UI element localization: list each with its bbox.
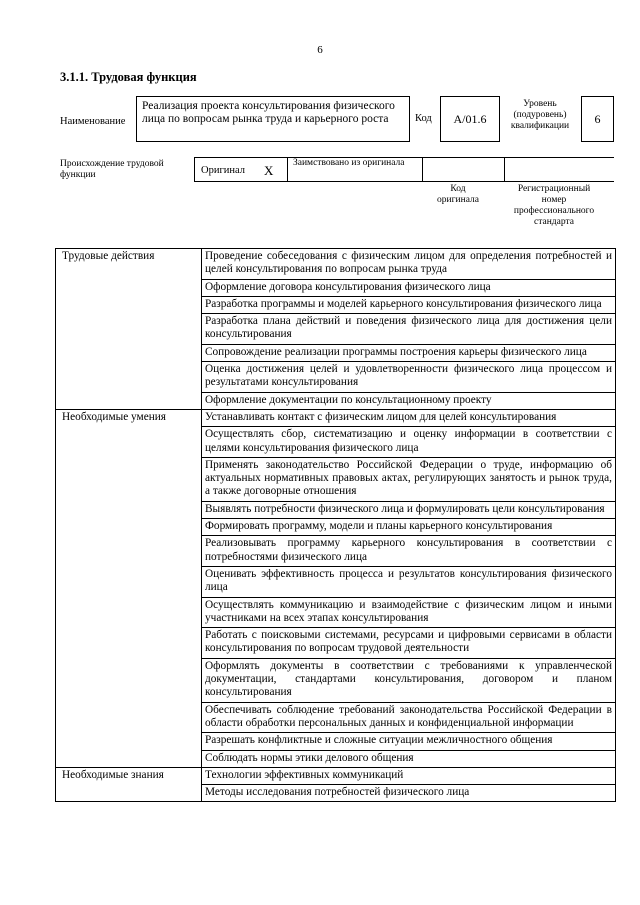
- origin-divider-2: [422, 157, 423, 182]
- page-number: 6: [317, 44, 323, 56]
- list-item: Оформлять документы в соответствии с требованиями к управленческой документации, стандартами консультирования, договором и планом консультирования: [202, 658, 616, 702]
- list-item: Обеспечивать соблюдение требований законодательства Российской Федерации в области обработки персональных данных и конфиденциальной информации: [202, 702, 616, 733]
- list-item: Проведение собеседования с физическим лицом для определения потребностей и целей консультирования по вопросам рынка труда: [202, 249, 616, 280]
- name-value: Реализация проекта консультирования физического лица по вопросам рынка труда и карьерного роста: [142, 100, 395, 125]
- origin-divider-1: [287, 157, 288, 182]
- list-item: Работать с поисковыми системами, ресурсами и цифровыми сервисами в области консультирования по вопросам трудовой деятельности: [202, 628, 616, 659]
- list-item: Оформление договора консультирования физического лица: [202, 279, 616, 296]
- list-item: Соблюдать нормы этики делового общения: [202, 750, 616, 767]
- list-item: Разработка программы и моделей карьерного консультирования физического лица: [202, 296, 616, 313]
- original-mark: Х: [264, 163, 274, 178]
- list-item: Применять законодательство Российской Федерации о труде, информацию об актуальных нормативных правовых актах, регулирующих занятость и рынок труда, а также договорные отношения: [202, 457, 616, 501]
- group-label-skills: Необходимые умения: [56, 409, 202, 767]
- section-title: 3.1.1. Трудовая функция: [60, 70, 197, 84]
- list-item: Разрешать конфликтные и сложные ситуации межличностного общения: [202, 733, 616, 750]
- origin-label: Происхождение трудовой функции: [60, 159, 164, 180]
- list-item: Устанавливать контакт с физическим лицом для целей консультирования: [202, 409, 616, 426]
- code-value: А/01.6: [453, 112, 487, 126]
- original-label: Оригинал: [201, 165, 245, 176]
- list-item: Оценивать эффективность процесса и результатов консультирования физического лица: [202, 566, 616, 597]
- list-item: Методы исследования потребностей физического лица: [202, 785, 616, 802]
- list-item: Выявлять потребности физического лица и формулировать цели консультирования: [202, 501, 616, 518]
- group-label-knowledge: Необходимые знания: [56, 767, 202, 802]
- level-value: 6: [594, 112, 601, 126]
- list-item: Сопровождение реализации программы построения карьеры физического лица: [202, 344, 616, 361]
- list-item: Оценка достижения целей и удовлетворенности физического лица процессом и результатами консультирования: [202, 362, 616, 393]
- function-table: [55, 248, 616, 802]
- list-item: Осуществлять коммуникацию и взаимодействие с физическим лицом и иными участниками на всех этапах консультирования: [202, 597, 616, 628]
- list-item: Формировать программу, модели и планы карьерного консультирования: [202, 519, 616, 536]
- borrowed-label: Заимствовано из оригинала: [293, 158, 405, 168]
- reg-number-caption: Регистрационный номер профессионального стандарта: [513, 184, 595, 227]
- list-item: Осуществлять сбор, систематизацию и оценку информации в соответствии с целями консультирования физического лица: [202, 427, 616, 458]
- list-item: Реализовывать программу карьерного консультирования в соответствии с потребностями физического лица: [202, 536, 616, 567]
- level-value-box: [581, 96, 614, 142]
- code-label: Код: [415, 113, 432, 124]
- name-label: Наименование: [60, 116, 126, 127]
- code-value-box: [440, 96, 500, 142]
- origin-divider-3: [504, 157, 505, 182]
- list-item: Технологии эффективных коммуникаций: [202, 767, 616, 784]
- list-item: Оформление документации по консультационному проекту: [202, 392, 616, 409]
- name-value-box: [136, 96, 410, 142]
- code-original-caption: Код оригинала: [437, 184, 479, 205]
- level-label: Уровень (подуровень) квалификации: [510, 99, 570, 131]
- group-label-actions: Трудовые действия: [56, 249, 202, 410]
- list-item: Разработка плана действий и поведения физического лица для достижения цели консультирования: [202, 314, 616, 345]
